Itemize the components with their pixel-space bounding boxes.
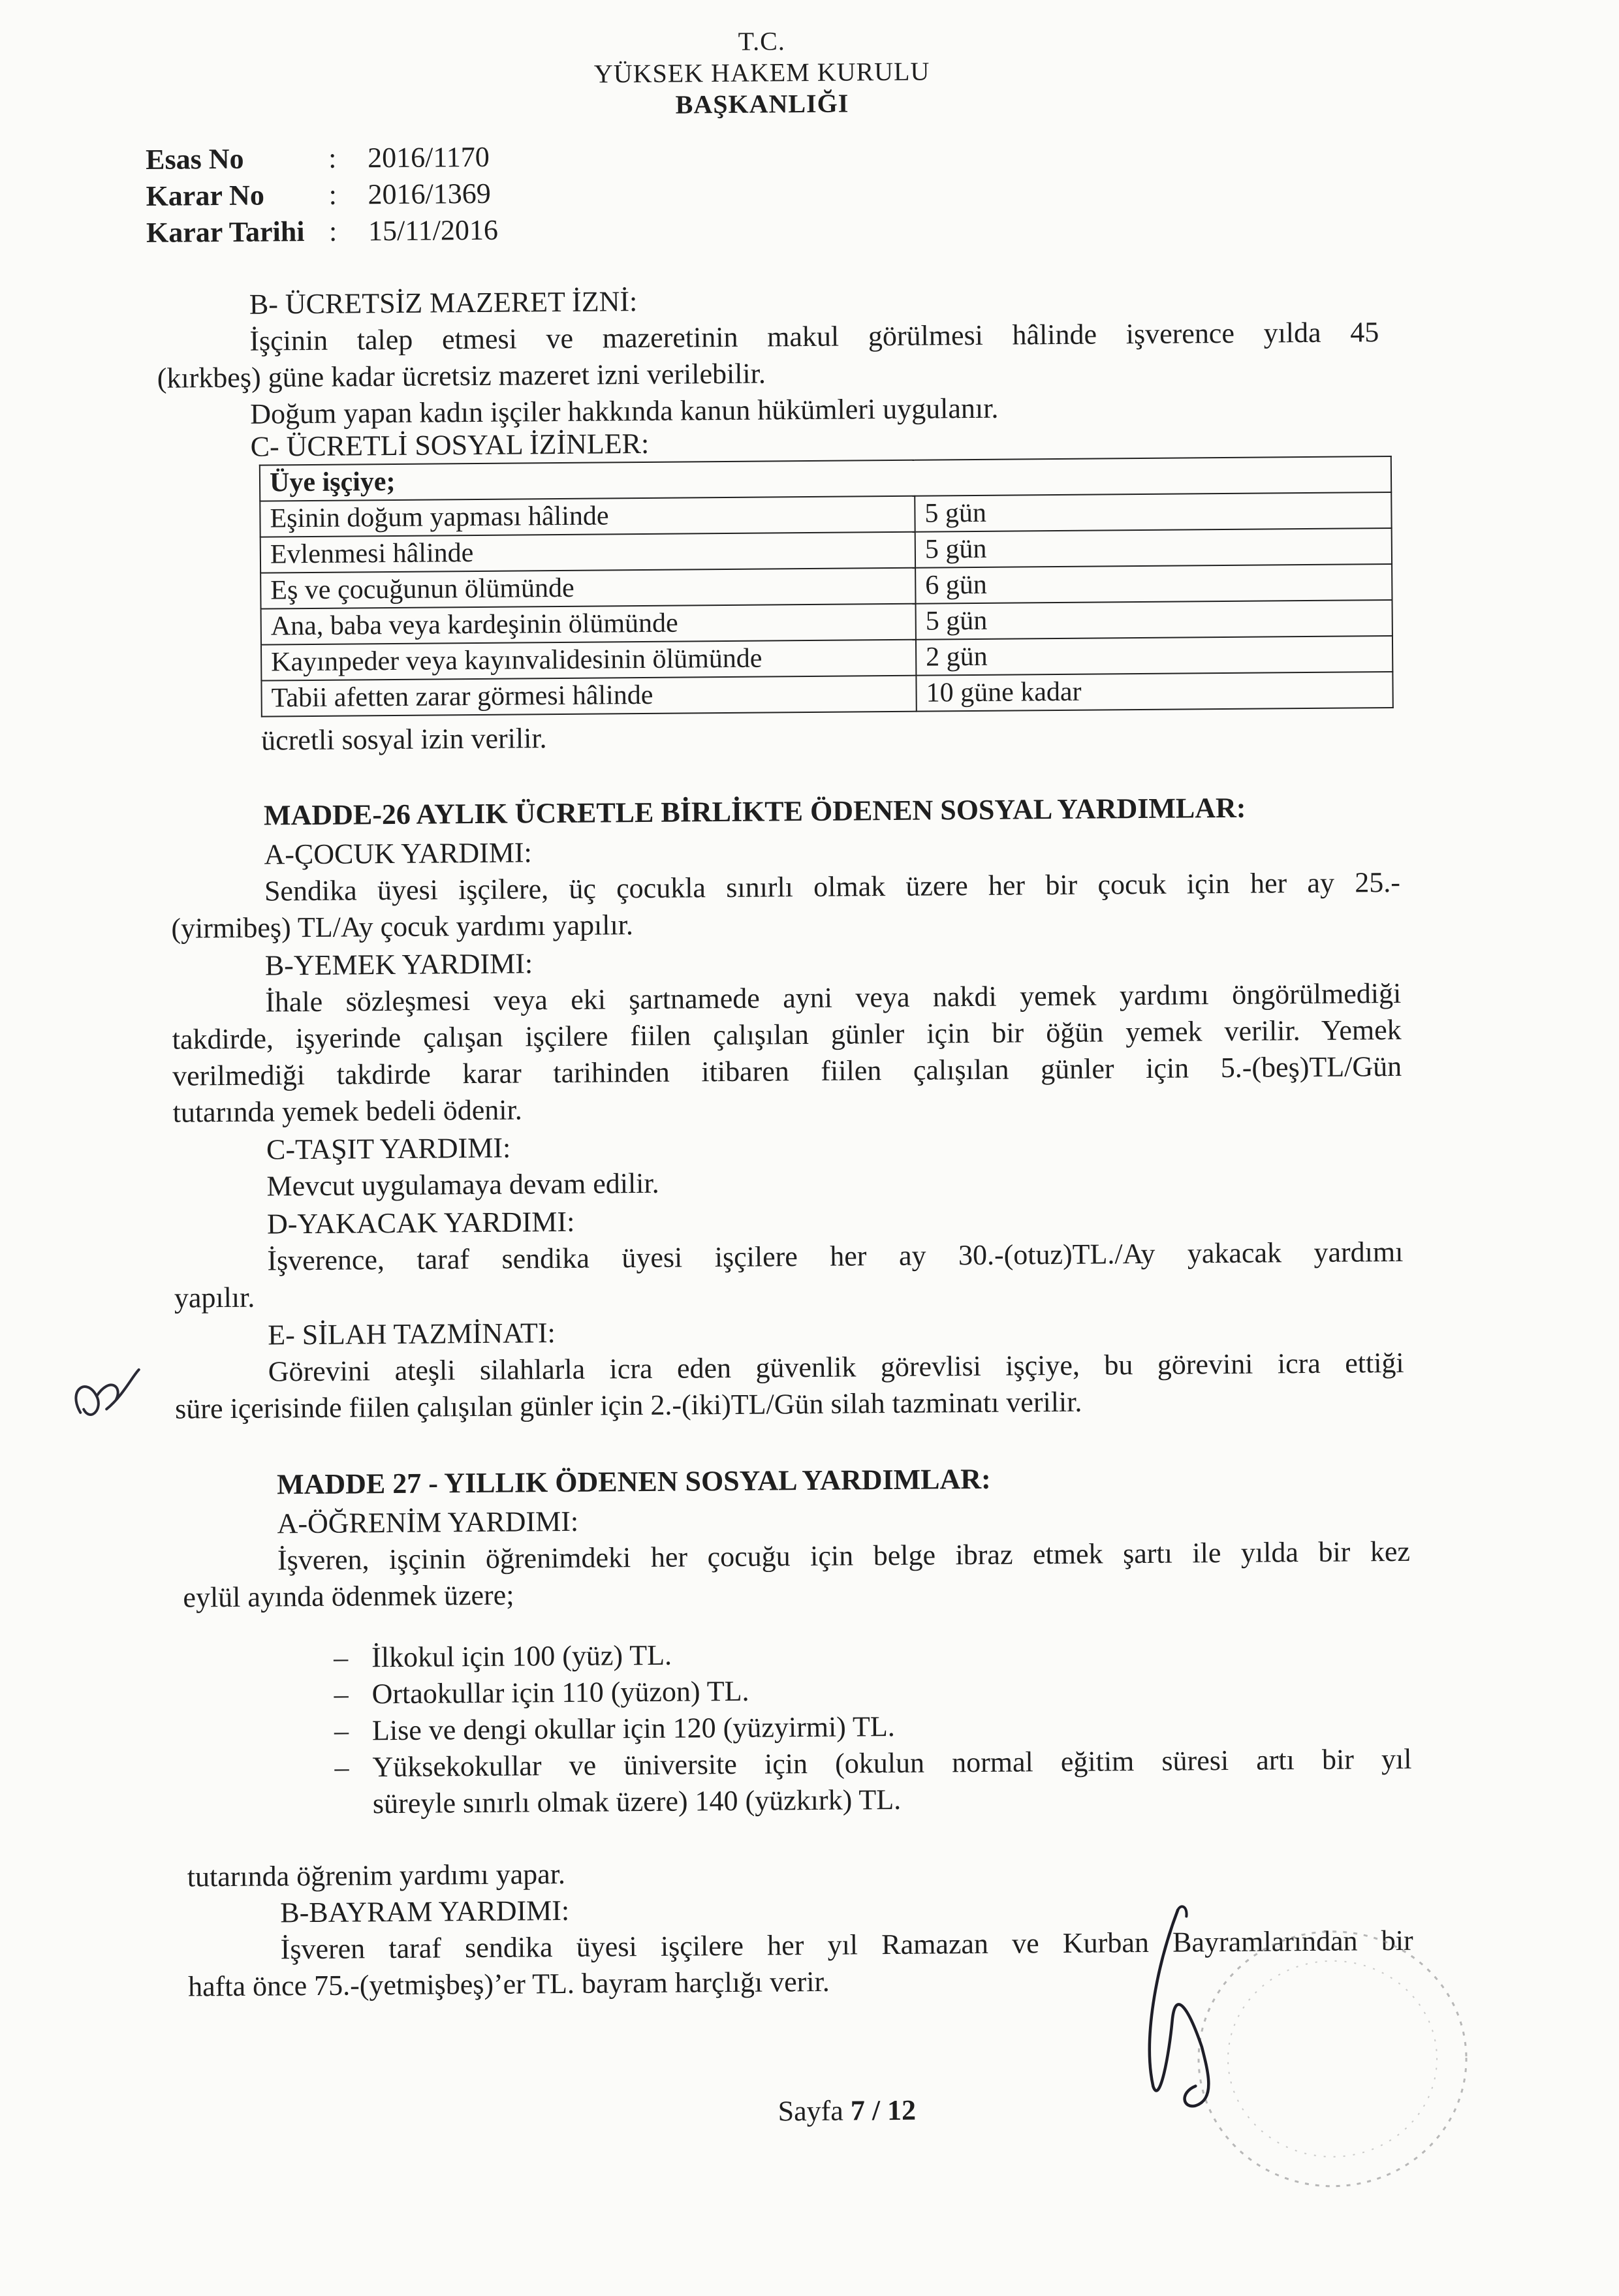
meta-value: 2016/1369	[368, 177, 491, 211]
meal-aid-text: tutarında yemek bedeli ödenir.	[172, 1093, 522, 1129]
list-item: – Yüksekokullar ve üniversite için (okulun normal eğitim süresi artı bir yıl	[334, 1741, 1411, 1786]
meta-colon: :	[328, 215, 338, 247]
leave-reason: Kayınpeder veya kayınvalidesinin ölümünde	[261, 640, 916, 681]
education-aid-text: İşveren, işçinin öğrenimdeki her çocuğu için belge ibraz etmek şartı ile yılda bir kez	[277, 1535, 1411, 1577]
madde-27-title: MADDE 27 - YILLIK ÖDENEN SOSYAL YARDIMLAR:	[276, 1462, 991, 1501]
section-c-title: C- ÜCRETLİ SOSYAL İZİNLER:	[250, 427, 650, 463]
list-item-continuation: süreyle sınırlı olmak üzere) 140 (yüzkırk) TL.	[372, 1783, 902, 1820]
meta-colon: :	[328, 178, 338, 211]
meta-label: Karar Tarihi	[146, 215, 305, 249]
weapon-allowance-text: Görevini ateşli silahlarla icra eden güvenlik görevlisi işçiye, bu görevini icra ettiği	[268, 1346, 1404, 1388]
meta-colon: :	[328, 142, 337, 174]
leave-days: 5 gün	[916, 600, 1392, 640]
education-aid-closing: tutarında öğrenim yardımı yapar.	[187, 1857, 566, 1893]
holiday-aid-text: hafta önce 75.-(yetmişbeş)’er TL. bayram harçlığı verir.	[187, 1965, 830, 2003]
list-item: – İlkokul için 100 (yüz) TL.	[334, 1637, 672, 1676]
section-b-text: Doğum yapan kadın işçiler hakkında kanun hükümleri uygulanır.	[250, 392, 999, 430]
leave-days: 5 gün	[915, 528, 1392, 568]
meta-label: Esas No	[145, 142, 244, 176]
meal-aid-title: B-YEMEK YARDIMI:	[264, 947, 533, 982]
weapon-allowance-title: E- SİLAH TAZMİNATI:	[268, 1317, 556, 1351]
header-tc: T.C.	[738, 26, 786, 56]
signature-stamp	[1116, 1888, 1484, 2230]
meal-aid-text: takdirde, işyerinde çalışan işçilere fiilen çalışılan günler için bir öğün yemek verilir. Yemek	[172, 1013, 1402, 1056]
leave-reason: Eş ve çocuğunun ölümünde	[260, 568, 915, 609]
meal-aid-text: verilmediği takdirde karar tarihinden itibaren fiilen çalışılan günler için 5.-(beş)TL/Gün	[172, 1050, 1402, 1092]
weapon-allowance-text: süre içerisinde fiilen çalışılan günler için 2.-(iki)TL/Gün silah tazminatı verilir.	[174, 1385, 1082, 1425]
meta-value: 15/11/2016	[368, 213, 499, 247]
section-b-title: B- ÜCRETSİZ MAZERET İZNİ:	[249, 285, 638, 321]
margin-initials	[60, 1350, 152, 1436]
header-institution: YÜKSEK HAKEM KURULU	[593, 56, 930, 89]
meta-tarih-row	[146, 213, 498, 250]
dash-bullet: –	[334, 1714, 349, 1747]
dash-bullet: –	[333, 1641, 349, 1674]
list-item: – Lise ve dengi okullar için 120 (yüzyirmi) TL.	[334, 1708, 895, 1750]
section-b-text: İşçinin talep etmesi ve mazeretinin makul görülmesi hâlinde işverence yılda 45	[249, 316, 1379, 357]
meal-aid-text: İhale sözleşmesi veya eki şartnamede ayni veya nakdi yemek yardımı öngörülmediği	[265, 977, 1402, 1018]
leave-days: 2 gün	[916, 636, 1392, 676]
child-aid-text: Sendika üyesi işçilere, üç çocukla sınırlı olmak üzere her bir çocuk için her ay 25.-	[264, 866, 1401, 907]
header-presidency: BAŞKANLIĞI	[675, 88, 849, 119]
madde-26-title: MADDE-26 AYLIK ÜCRETLE BİRLİKTE ÖDENEN SOSYAL YARDIMLAR:	[263, 791, 1246, 832]
education-aid-title: A-ÖĞRENİM YARDIMI:	[277, 1505, 579, 1540]
fuel-aid-title: D-YAKACAK YARDIMI:	[266, 1205, 575, 1240]
holiday-aid-text: İşveren taraf sendika üyesi işçilere her yıl Ramazan ve Kurban Bayramlarından bir	[280, 1924, 1413, 1966]
education-aid-text: eylül ayında ödenmek üzere;	[183, 1579, 514, 1614]
meta-value: 2016/1170	[367, 140, 490, 174]
page-number: Sayfa 7 / 12	[778, 2094, 917, 2128]
child-aid-title: A-ÇOCUK YARDIMI:	[264, 836, 532, 871]
social-leave-table	[259, 456, 1394, 717]
list-item: – Ortaokullar için 110 (yüzon) TL.	[334, 1673, 749, 1713]
leave-reason: Tabii afetten zarar görmesi hâlinde	[261, 676, 916, 717]
fuel-aid-text: İşverence, taraf sendika üyesi işçilere her ay 30.-(otuz)TL./Ay yakacak yardımı	[267, 1235, 1404, 1277]
meta-esas-row	[146, 140, 490, 177]
leave-reason: Ana, baba veya kardeşinin ölümünde	[261, 604, 916, 645]
transport-aid-title: C-TAŞIT YARDIMI:	[266, 1131, 511, 1166]
meta-karar-row	[146, 176, 491, 213]
leave-reason: Evlenmesi hâlinde	[260, 532, 915, 573]
table-header-cell: Üye işçiye;	[260, 456, 1391, 501]
leave-days: 10 güne kadar	[916, 672, 1392, 712]
dash-bullet: –	[334, 1678, 349, 1710]
section-b-text: (kırkbeş) güne kadar ücretsiz mazeret izni verilebilir.	[157, 357, 766, 394]
dash-bullet: –	[334, 1751, 349, 1784]
child-aid-text: (yirmibeş) TL/Ay çocuk yardımı yapılır.	[171, 909, 634, 945]
section-c-closing: ücretli sosyal izin verilir.	[260, 722, 547, 757]
holiday-aid-title: B-BAYRAM YARDIMI:	[280, 1894, 570, 1929]
leave-reason: Eşinin doğum yapması hâlinde	[260, 496, 915, 537]
transport-aid-text: Mevcut uygulamaya devam edilir.	[266, 1167, 659, 1203]
fuel-aid-text: yapılır.	[174, 1281, 255, 1314]
leave-days: 5 gün	[915, 492, 1391, 532]
meta-label: Karar No	[146, 179, 265, 212]
leave-days: 6 gün	[915, 564, 1392, 604]
